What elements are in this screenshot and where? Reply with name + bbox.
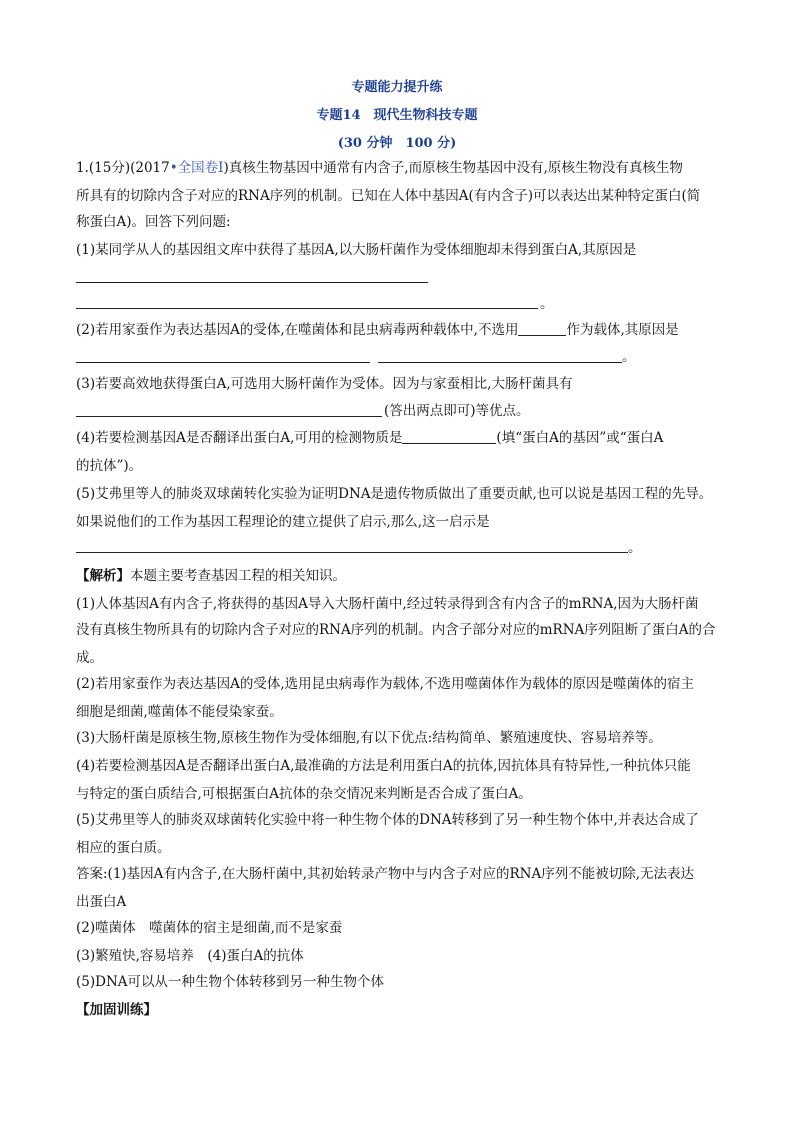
reinforcement-heading: 【加固训练】 bbox=[76, 1002, 157, 1018]
analysis-line: (3)大肠杆菌是原核生物,原核生物作为受体细胞,有以下优点:结构简单、繁殖速度快、容易培养等。 bbox=[76, 730, 662, 746]
question-line-1: 1.(15分)(2017•全国卷Ⅰ)真核生物基因中通常有内含子,而原核生物基因中没有,原核生物没有真核生物 bbox=[76, 160, 683, 176]
answer-blank bbox=[76, 552, 406, 553]
answer-blank bbox=[406, 552, 628, 553]
analysis-line: 没有真核生物所具有的切除内含子对应的RNA序列的机制。内含子部分对应的mRNA序列阻断了蛋白A的合 bbox=[76, 622, 716, 638]
answer-line: (3)繁殖快,容易培养 (4)蛋白A的抗体 bbox=[76, 948, 304, 964]
answer-line: (5)DNA可以从一种生物个体转移到另一种生物个体 bbox=[76, 974, 385, 990]
period: 。 bbox=[622, 349, 636, 365]
answer-blank bbox=[76, 362, 370, 363]
analysis-line: 细胞是细菌,噬菌体不能侵染家蚕。 bbox=[76, 704, 283, 720]
question-line-2: 所具有的切除内含子对应的RNA序列的机制。已知在人体中基因A(有内含子)可以表达出某种特定蛋白(简 bbox=[76, 188, 701, 204]
answer-blank bbox=[76, 416, 382, 417]
sub-question-3: (3)若要高效地获得蛋白A,可选用大肠杆菌作为受体。因为与家蚕相比,大肠杆菌具有 bbox=[76, 376, 573, 392]
analysis-line: 相应的蛋白质。 bbox=[76, 840, 171, 856]
time-score: (30 分钟 100 分) bbox=[337, 136, 457, 151]
answer-blank bbox=[518, 321, 566, 336]
section-title: 专题能力提升练 bbox=[351, 80, 443, 95]
answer-line: 答案:(1)基因A有内含子,在大肠杆菌中,其初始转录产物中与内含子对应的RNA序列不能被切除,无法表达 bbox=[76, 866, 695, 882]
analysis-line: (1)人体基因A有内含子,将获得的基因A导入大肠杆菌中,经过转录得到含有内含子的mRNA,因为大肠杆菌 bbox=[76, 596, 699, 612]
sub-question-4: (4)若要检测基因A是否翻译出蛋白A,可用的检测物质是 (填“蛋白A的基因”或“蛋白A bbox=[76, 430, 664, 446]
question-line-3: 称蛋白A)。回答下列问题: bbox=[76, 214, 231, 230]
period: 。 bbox=[628, 540, 642, 556]
answer-blank bbox=[378, 362, 622, 363]
question-source: •全国卷Ⅰ bbox=[169, 160, 224, 176]
topic-title: 专题14 现代生物科技专题 bbox=[316, 108, 478, 123]
analysis-heading: 【解析】本题主要考查基因工程的相关知识。 bbox=[76, 568, 346, 584]
answer-line: (2)噬菌体 噬菌体的宿主是细菌,而不是家蚕 bbox=[76, 920, 343, 936]
sub-question-5-cont: 如果说他们的工作为基因工程理论的建立提供了启示,那么,这一启示是 bbox=[76, 514, 490, 530]
period: 。 bbox=[540, 296, 554, 312]
analysis-line: (5)艾弗里等人的肺炎双球菌转化实验中将一种生物个体的DNA转移到了另一种生物个体中,并表达合成了 bbox=[76, 812, 699, 828]
sub-question-3-tail: (答出两点即可)等优点。 bbox=[384, 403, 530, 419]
answer-blank bbox=[402, 429, 496, 444]
analysis-line: 成。 bbox=[76, 650, 103, 666]
sub-question-5: (5)艾弗里等人的肺炎双球菌转化实验为证明DNA是遗传物质做出了重要贡献,也可以说是基因工程的先导。 bbox=[76, 486, 713, 502]
answer-blank bbox=[76, 308, 538, 309]
analysis-line: 与特定的蛋白质结合,可根据蛋白A抗体的杂交情况来判断是否合成了蛋白A。 bbox=[76, 786, 532, 802]
analysis-label: 【解析】 bbox=[76, 568, 130, 584]
sub-question-1: (1)某同学从人的基因组文库中获得了基因A,以大肠杆菌作为受体细胞却未得到蛋白A,其原因是 bbox=[76, 242, 637, 258]
analysis-line: (4)若要检测基因A是否翻译出蛋白A,最准确的方法是利用蛋白A的抗体,因抗体具有特异性,一种抗体只能 bbox=[76, 758, 691, 774]
answer-line: 出蛋白A bbox=[76, 894, 127, 910]
sub-question-4-cont: 的抗体”)。 bbox=[76, 458, 143, 474]
sub-question-2: (2)若用家蚕作为表达基因A的受体,在噬菌体和昆虫病毒两种载体中,不选用 作为载体,其原因是 bbox=[76, 322, 679, 338]
analysis-line: (2)若用家蚕作为表达基因A的受体,选用昆虫病毒作为载体,不选用噬菌体作为载体的原因是噬菌体的宿主 bbox=[76, 676, 694, 692]
answer-blank bbox=[76, 282, 428, 283]
